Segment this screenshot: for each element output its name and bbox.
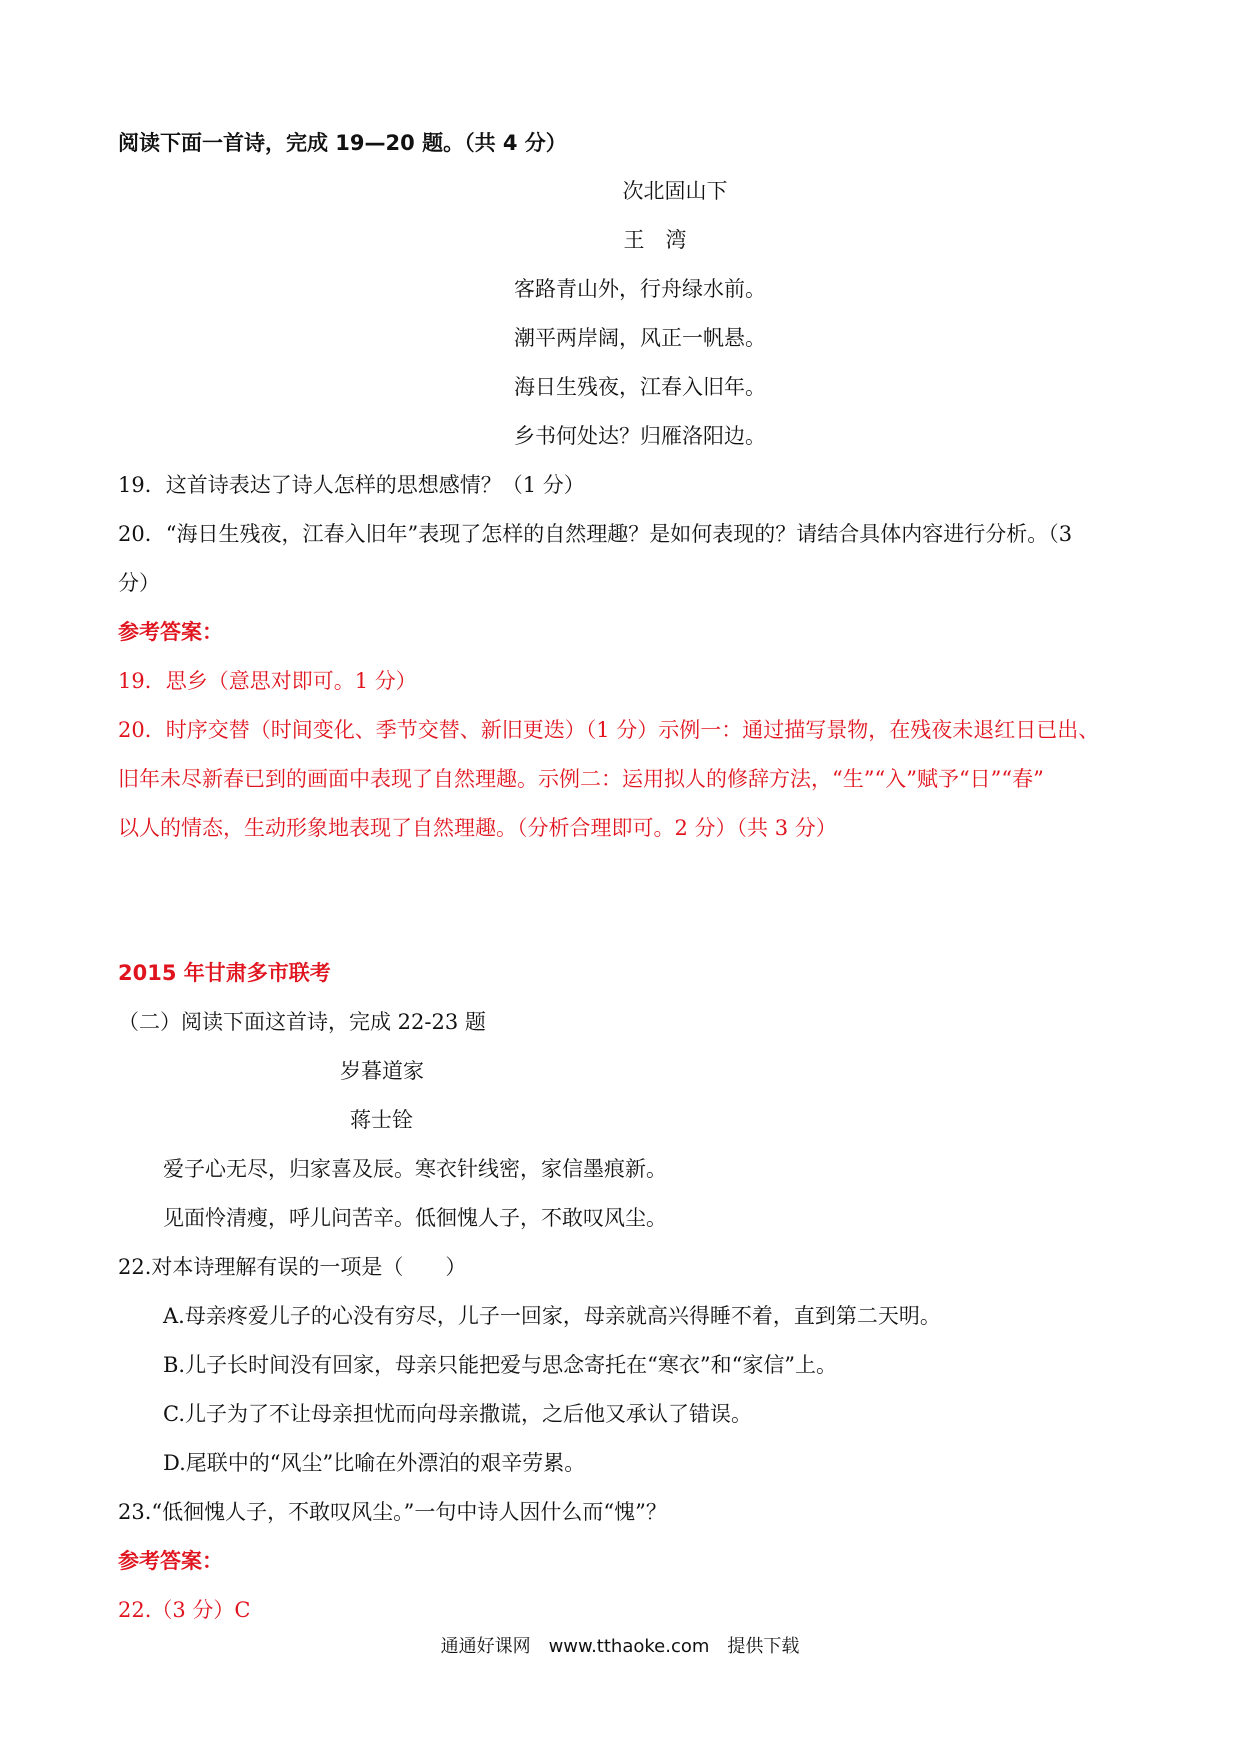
answer-20-line2: 旧年未尽新春已到的画面中表现了自然理趣。示例二：运用拟人的修辞方法，“生”“入”赋予“日”“春” — [118, 767, 1044, 791]
poem1-line: 潮平两岸阔，风正一帆悬。 — [514, 326, 766, 350]
poem2-author: 蒋士铨 — [350, 1108, 413, 1132]
answer-19: 19．思乡（意思对即可。1 分） — [118, 669, 417, 693]
question-22-option-c: C.儿子为了不让母亲担忧而向母亲撒谎，之后他又承认了错误。 — [163, 1402, 752, 1426]
section1-intro: 阅读下面一首诗，完成 19—20 题。（共 4 分） — [118, 131, 567, 155]
poem1-title: 次北固山下 — [622, 179, 728, 203]
question-22: 22.对本诗理解有误的一项是（ ） — [118, 1255, 467, 1279]
question-23: 23.“低徊愧人子，不敢叹风尘。”一句中诗人因什么而“愧”？ — [118, 1500, 667, 1524]
poem2-line: 爱子心无尽，归家喜及辰。寒衣针线密，家信墨痕新。 — [163, 1157, 667, 1181]
question-19: 19．这首诗表达了诗人怎样的思想感情？（1 分） — [118, 473, 585, 497]
answer-20-line3: 以人的情态，生动形象地表现了自然理趣。（分析合理即可。2 分）（共 3 分） — [118, 816, 837, 840]
answer-22: 22.（3 分）C — [118, 1598, 251, 1622]
question-22-option-a: A.母亲疼爱儿子的心没有穷尽，儿子一回家，母亲就高兴得睡不着，直到第二天明。 — [163, 1304, 941, 1328]
question-20-line2: 分） — [118, 571, 160, 595]
poem2-title: 岁暮道家 — [340, 1059, 424, 1083]
poem2-line: 见面怜清瘦，呼儿问苦辛。低徊愧人子，不敢叹风尘。 — [163, 1206, 667, 1230]
question-22-option-d: D.尾联中的“风尘”比喻在外漂泊的艰辛劳累。 — [163, 1451, 586, 1475]
page-footer: 通通好课网 www.tthaoke.com 提供下载 — [440, 1636, 800, 1657]
answer-heading: 参考答案： — [118, 620, 223, 644]
poem1-author: 王 湾 — [623, 228, 687, 252]
question-22-option-b: B.儿子长时间没有回家，母亲只能把爱与思念寄托在“寒衣”和“家信”上。 — [163, 1353, 838, 1377]
poem1-line: 海日生残夜，江春入旧年。 — [514, 375, 766, 399]
question-20-line1: 20．“海日生残夜，江春入旧年”表现了怎样的自然理趣？是如何表现的？请结合具体内容进行分析。（3 — [118, 522, 1073, 546]
poem1-line: 客路青山外，行舟绿水前。 — [514, 277, 766, 301]
answer-20-line1: 20．时序交替（时间变化、季节交替、新旧更迭）（1 分）示例一：通过描写景物，在残夜未退红日已出、 — [118, 718, 1100, 742]
section2-intro: （二）阅读下面这首诗，完成 22-23 题 — [118, 1010, 486, 1034]
answer-heading-2: 参考答案： — [118, 1549, 223, 1573]
poem1-line: 乡书何处达？归雁洛阳边。 — [514, 424, 766, 448]
section2-source: 2015 年甘肃多市联考 — [118, 961, 331, 985]
